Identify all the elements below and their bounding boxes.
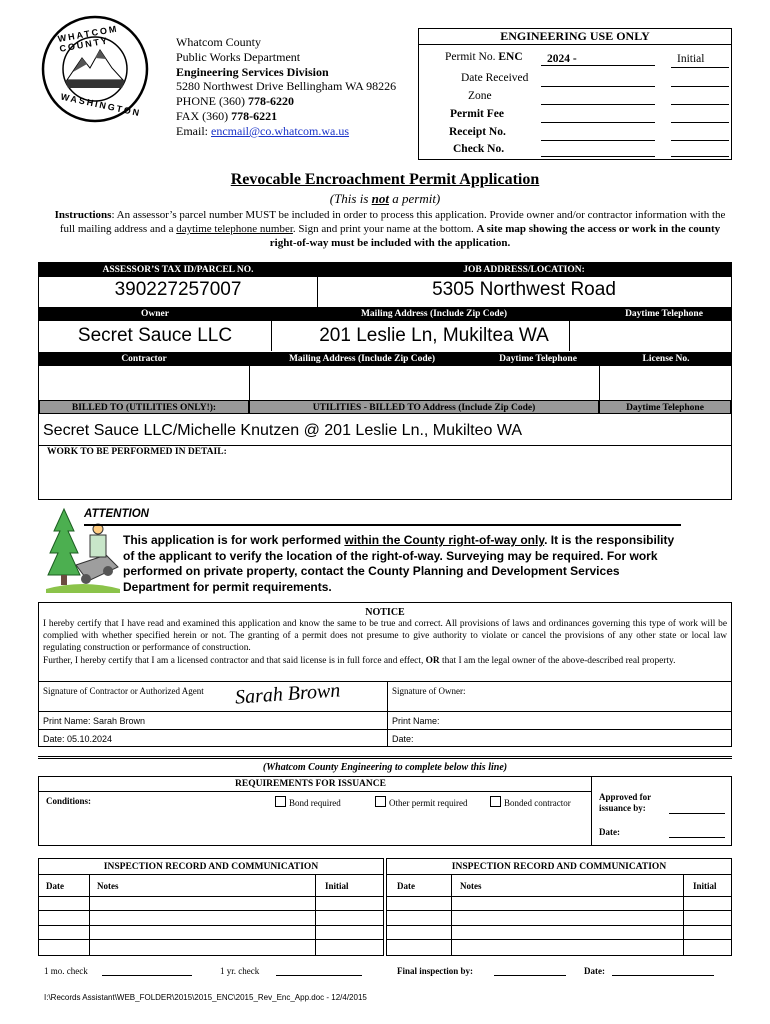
attention-rule — [84, 524, 681, 526]
receipt-label: Receipt No. — [449, 126, 506, 138]
permit-fee-field[interactable] — [541, 122, 655, 123]
owner-signature-label: Signature of Owner: — [392, 686, 466, 696]
bond-required-checkbox[interactable]: Bond required — [275, 796, 341, 808]
job-address-header: JOB ADDRESS/LOCATION: — [317, 263, 731, 277]
contractor-mailing-field[interactable] — [249, 366, 599, 400]
owner-header: Owner — [39, 307, 271, 321]
initial-field-3[interactable] — [671, 104, 729, 105]
agency-fax: FAX (360) 778-6221 — [176, 108, 278, 123]
page-title: Revocable Encroachment Permit Application — [230, 171, 540, 188]
agency-name: Whatcom County — [176, 35, 261, 49]
one-year-check-field[interactable] — [276, 975, 362, 976]
utilities-header: UTILITIES - BILLED TO Address (Include Zip Code) — [249, 400, 599, 414]
parcel-header: ASSESSOR’S TAX ID/PARCEL NO. — [39, 263, 317, 277]
date-received-field[interactable] — [541, 86, 655, 87]
initial-field-2[interactable] — [671, 86, 729, 87]
print-name[interactable]: Print Name: Sarah Brown — [43, 716, 146, 726]
final-inspection-field[interactable] — [494, 975, 566, 976]
county-logo — [40, 14, 150, 124]
checkbox-icon — [275, 796, 286, 807]
signature-date[interactable]: Date: 05.10.2024 — [43, 734, 113, 744]
inspection-rows-left[interactable] — [39, 897, 383, 955]
contractor-field[interactable] — [39, 366, 249, 400]
approved-date-field[interactable] — [669, 837, 725, 838]
one-year-check-label: 1 yr. check — [220, 966, 260, 976]
billed-to-header: BILLED TO (UTILITIES ONLY!): — [39, 400, 249, 414]
owner-print-name[interactable]: Print Name: — [392, 716, 440, 726]
initial-label: Initial — [677, 53, 705, 65]
agency-division: Engineering Services Division — [176, 64, 329, 79]
requirements-box — [38, 776, 732, 846]
one-month-check-label: 1 mo. check — [44, 966, 88, 976]
work-detail-field[interactable] — [39, 459, 731, 499]
final-date-label: Date: — [584, 966, 605, 976]
initial-field-6[interactable] — [671, 156, 729, 157]
contractor-header: Contractor — [39, 352, 249, 366]
approved-field[interactable] — [669, 813, 725, 814]
checkbox-icon — [490, 796, 501, 807]
license-field[interactable] — [601, 366, 731, 400]
owner-telephone-header: Daytime Telephone — [597, 307, 731, 321]
initial-col-header-right: Initial — [693, 881, 717, 891]
bonded-contractor-checkbox[interactable]: Bonded contractor — [490, 796, 571, 808]
agency-block — [176, 35, 396, 139]
one-month-check-field[interactable] — [102, 975, 192, 976]
owner-signature-field[interactable] — [389, 699, 729, 709]
billed-to-value[interactable]: Secret Sauce LLC/Michelle Knutzen @ 201 Leslie Ln., Mukilteo WA — [43, 422, 522, 439]
inspection-header-right: INSPECTION RECORD AND COMMUNICATION — [451, 862, 667, 872]
notes-col-header-right: Notes — [460, 881, 482, 891]
check-field[interactable] — [541, 156, 655, 157]
notice-box — [38, 602, 732, 747]
date-received-label: Date Received — [461, 72, 529, 84]
inspection-table-right — [386, 858, 732, 956]
page-subtitle: (This is not a permit) — [329, 191, 441, 206]
initial-field[interactable] — [671, 67, 729, 68]
contractor-mailing-header: Mailing Address (Include Zip Code) — [249, 352, 475, 366]
owner-mailing-header: Mailing Address (Include Zip Code) — [271, 307, 597, 321]
agency-address: 5280 Northwest Drive Bellingham WA 98226 — [176, 79, 397, 94]
date-col-header-right: Date — [397, 881, 415, 891]
initial-field-5[interactable] — [671, 140, 729, 141]
engineering-box — [418, 28, 732, 160]
instructions: Instructions: An assessor’s parcel number MUST be included in order to process this application. Provide owner and/or contractor information with the full mailing address and a daytime telephone number. Sign and print your name at the bottom. A site map showing the access or work in the county right-of-way must be included with the application. — [54, 209, 726, 249]
contractor-signature-label: Signature of Contractor or Authorized Agent — [43, 686, 204, 696]
engineering-title: ENGINEERING USE ONLY — [419, 29, 731, 45]
permit-fee-label: Permit Fee — [450, 108, 504, 120]
permit-label: Permit No. ENC — [445, 51, 523, 63]
inspection-table-left — [38, 858, 384, 956]
other-permit-checkbox[interactable]: Other permit required — [375, 796, 467, 808]
utilities-telephone-header: Daytime Telephone — [599, 400, 731, 414]
check-label: Check No. — [453, 143, 505, 155]
logo-top-text: WHATCOM COUNTY — [56, 23, 120, 54]
email-link[interactable]: encmail@co.whatcom.wa.us — [211, 123, 350, 138]
initial-col-header: Initial — [325, 881, 349, 891]
agency-email: Email: encmail@co.whatcom.wa.us — [176, 123, 350, 138]
county-heading: (Whatcom County Engineering to complete below this line) — [262, 762, 508, 773]
inspection-rows-right[interactable] — [387, 897, 731, 955]
notes-col-header: Notes — [97, 881, 119, 891]
approved-date-label: Date: — [599, 827, 620, 837]
notice-paragraph-1: I hereby certify that I have read and examined this application and know the same to be true and correct. All provisions of laws and ordinances governing this type of work will be complied with whether specified herein or not. The granting of a permit does not presume to give authority to violate or cancel the provisions of any other state or local law regulating construction or performance of construction. — [43, 619, 727, 654]
application-form — [38, 262, 732, 500]
final-inspection-label: Final inspection by: — [397, 966, 474, 976]
requirements-title: REQUIREMENTS FOR ISSUANCE — [235, 779, 386, 789]
agency-dept: Public Works Department — [176, 49, 301, 64]
zone-field[interactable] — [541, 104, 655, 105]
license-header: License No. — [601, 352, 731, 366]
notice-title: NOTICE — [365, 607, 405, 618]
owner-address-value[interactable]: 201 Leslie Ln, Mukiltea WA — [319, 325, 549, 346]
checkbox-icon — [375, 796, 386, 807]
owner-value[interactable]: Secret Sauce LLC — [77, 325, 233, 346]
attention-text: This application is for work performed within the County right-of-way only. It is the responsibility of the applicant to verify the location of the right-of-way. Surveying may be required. For work performed on private property, contact the County Planning and Development Services Department for permit requirements. — [123, 533, 675, 594]
logo-bottom-text: WASHINGTON — [59, 91, 142, 119]
approved-label: Approved for issuance by: — [599, 792, 651, 813]
receipt-field[interactable] — [541, 140, 655, 141]
parcel-value[interactable]: 390227257007 — [114, 279, 242, 300]
agency-phone: PHONE (360) 778-6220 — [176, 94, 294, 109]
date-col-header: Date — [46, 881, 64, 891]
job-address-value[interactable]: 5305 Northwest Road — [432, 279, 616, 300]
zone-label: Zone — [468, 90, 492, 102]
conditions-label: Conditions: — [46, 796, 92, 806]
contractor-telephone-header: Daytime Telephone — [475, 352, 601, 366]
contractor-signature[interactable]: Sarah Brown — [234, 679, 341, 709]
owner-signature-date[interactable]: Date: — [392, 734, 414, 744]
inspection-header-left: INSPECTION RECORD AND COMMUNICATION — [103, 862, 319, 872]
permit-number-field[interactable]: 2024 - — [541, 53, 655, 66]
attention-title: ATTENTION — [84, 508, 149, 520]
document-path: I:\Records Assistant\WEB_FOLDER\2015\2015_ENC\2015_Rev_Enc_App.doc - 12/4/2015 — [44, 993, 367, 1002]
owner-telephone-field[interactable] — [597, 321, 731, 351]
county-divider — [38, 756, 732, 759]
initial-field-4[interactable] — [671, 122, 729, 123]
work-detail-label: WORK TO BE PERFORMED IN DETAIL: — [47, 447, 227, 457]
final-date-field[interactable] — [612, 975, 714, 976]
notice-paragraph-2: Further, I hereby certify that I am a licensed contractor and that said license is in full force and effect, OR that I am the legal owner of the above-described real property. — [43, 655, 676, 666]
